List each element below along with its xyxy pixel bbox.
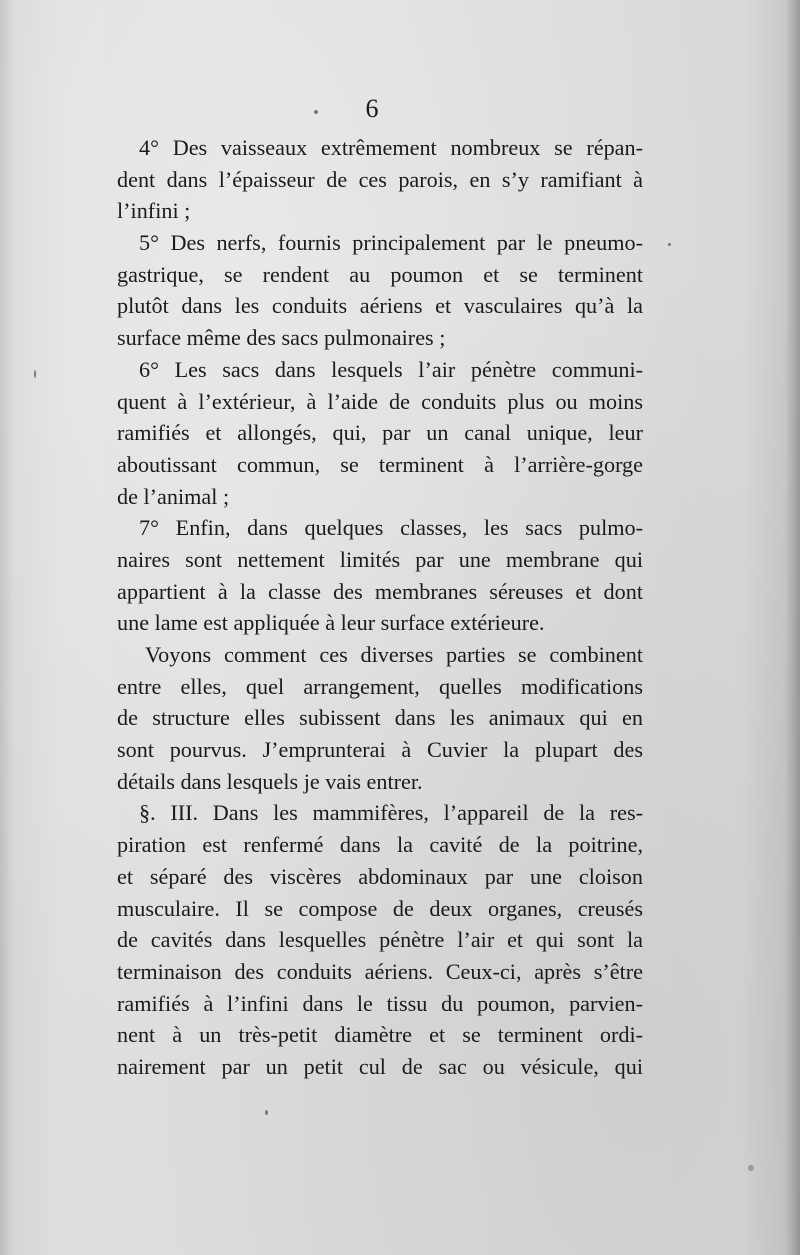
text-line: 4° Des vaisseaux extrêmement nombreux se répan- xyxy=(139,135,643,160)
page-number: 6 xyxy=(365,94,379,123)
paper-speck xyxy=(265,1110,268,1115)
text-line: et séparé des viscères abdominaux par une cloison xyxy=(117,863,643,889)
body-text xyxy=(117,132,643,1083)
paper-speck xyxy=(748,1165,754,1171)
text-line: entre elles, quel arrangement, quelles modifications xyxy=(117,673,643,699)
text-line: de cavités dans lesquelles pénètre l’air et qui sont la xyxy=(117,927,643,953)
text-line: naires sont nettement limités par une membrane qui xyxy=(117,546,643,572)
paper-speck xyxy=(34,370,36,378)
text-line: musculaire. Il se compose de deux organes, creusés xyxy=(117,895,643,921)
paper-speck xyxy=(314,110,318,114)
text-line: l’infini ; xyxy=(117,198,191,224)
text-line: ramifiés à l’infini dans le tissu du poumon, parvien- xyxy=(117,990,643,1016)
text-line: Voyons comment ces diverses parties se combinent xyxy=(145,642,643,667)
text-line: détails dans lesquels je vais entrer. xyxy=(117,768,423,794)
text-line: gastrique, se rendent au poumon et se terminent xyxy=(117,261,643,287)
text-line: piration est renfermé dans la cavité de la poitrine, xyxy=(117,832,643,858)
text-line: quent à l’extérieur, à l’aide de conduits plus ou moins xyxy=(117,388,643,414)
text-line: §. III. Dans les mammifères, l’appareil de la res- xyxy=(139,800,643,826)
text-line: nent à un très-petit diamètre et se terminent ordi- xyxy=(117,1022,643,1048)
text-line: appartient à la classe des membranes séreuses et dont xyxy=(117,578,643,604)
text-line: surface même des sacs pulmonaires ; xyxy=(117,325,446,351)
text-line: 6° Les sacs dans lesquels l’air pénètre communi- xyxy=(139,356,643,382)
text-line: dent dans l’épaisseur de ces parois, en s’y ramifiant à xyxy=(117,166,643,192)
text-line: terminaison des conduits aériens. Ceux-ci, après s’être xyxy=(117,958,643,984)
text-line: de l’animal ; xyxy=(117,483,230,509)
text-line: 5° Des nerfs, fournis principalement par le pneumo- xyxy=(139,230,643,256)
text-line: nairement par un petit cul de sac ou vésicule, qui xyxy=(117,1053,643,1079)
paper-speck xyxy=(668,243,671,246)
text-line: ramifiés et allongés, qui, par un canal unique, leur xyxy=(117,420,643,446)
text-line: aboutissant commun, se terminent à l’arrière-gorge xyxy=(117,451,643,477)
text-line: 7° Enfin, dans quelques classes, les sacs pulmo- xyxy=(139,515,643,541)
text-line: de structure elles subissent dans les animaux qui en xyxy=(117,705,643,731)
text-line: plutôt dans les conduits aériens et vasculaires qu’à la xyxy=(117,293,643,319)
text-line: sont pourvus. J’emprunterai à Cuvier la plupart des xyxy=(117,737,643,763)
text-line: une lame est appliquée à leur surface extérieure. xyxy=(117,610,545,636)
